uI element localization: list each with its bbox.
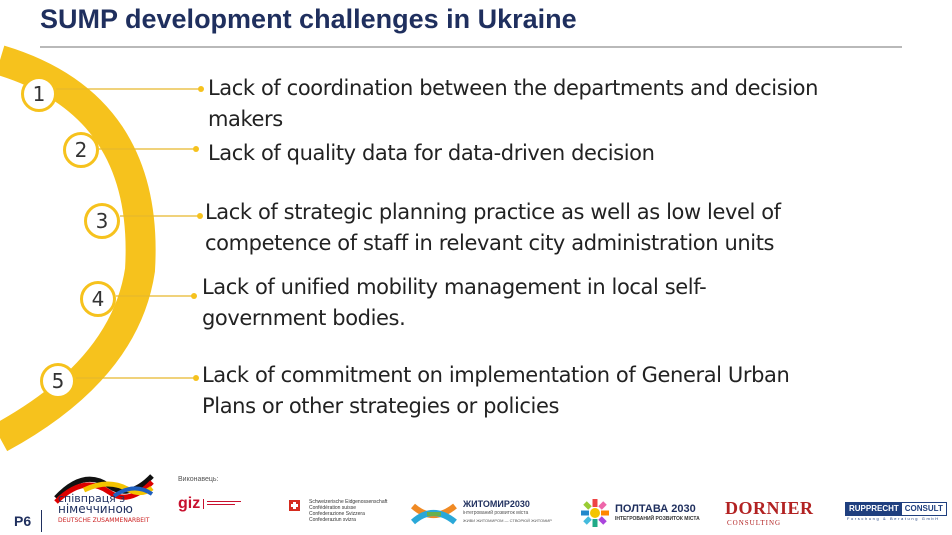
badge-1: 1 xyxy=(21,76,57,112)
zhytomyr-logo-icon xyxy=(409,502,459,526)
giz-logo: giz xyxy=(178,495,201,512)
swiss-line-1: Schweizerische Eidgenossenschaft xyxy=(309,499,388,505)
poltava-sub: ІНТЕГРОВАНИЙ РОЗВИТОК МІСТА xyxy=(615,516,700,522)
challenge-4-line2: government bodies. xyxy=(202,306,406,330)
zhytomyr-sub: інтегрований розвиток міста xyxy=(463,510,529,516)
challenge-item-3 xyxy=(205,197,781,259)
swiss-line-2: Confédération suisse xyxy=(309,505,356,511)
swiss-line-3: Confederazione Svizzera xyxy=(309,511,365,517)
dornier-logo: DORNIER xyxy=(725,498,814,518)
badge-5: 5 xyxy=(40,363,76,399)
challenge-4-line1: Lack of unified mobility management in local self- xyxy=(202,275,707,299)
badge-3: 3 xyxy=(84,203,120,239)
coop-line-2: німеччиною xyxy=(58,502,133,516)
challenge-item-5 xyxy=(202,360,789,422)
page-number-divider xyxy=(41,510,42,532)
challenge-3-line2: competence of staff in relevant city administration units xyxy=(205,231,775,255)
page-title: SUMP development challenges in Ukraine xyxy=(40,4,577,34)
poltava-logo-icon xyxy=(580,498,610,528)
challenge-item-2 xyxy=(208,138,654,169)
challenge-2-line1: Lack of quality data for data-driven decision xyxy=(208,141,655,165)
badge-2: 2 xyxy=(63,132,99,168)
challenge-item-1 xyxy=(208,73,818,135)
coop-text xyxy=(58,493,149,526)
rupprecht-b: CONSULT xyxy=(904,504,943,513)
zhytomyr-slogan: ЖИВИ ЖИТОМИРОМ — СТВОРЮЙ ЖИТОМИР xyxy=(463,518,552,523)
partner-logos-footer xyxy=(0,462,952,535)
swiss-line-4: Confederaziun svizra xyxy=(309,517,356,523)
challenge-5-line2: Plans or other strategies or policies xyxy=(202,394,560,418)
challenge-5-line1: Lack of commitment on implementation of General Urban xyxy=(202,363,790,387)
challenge-1-line1: Lack of coordination between the departments and decision xyxy=(208,76,819,100)
rupprecht-sub: Forschung & Beratung GmbH xyxy=(847,516,940,521)
rupprecht-logo xyxy=(845,502,947,516)
badge-4: 4 xyxy=(80,281,116,317)
giz-tagline xyxy=(203,499,246,509)
coop-line-1: співпраця з xyxy=(58,492,126,505)
page-number: P6 xyxy=(14,513,32,529)
dornier-sub: CONSULTING xyxy=(727,519,782,527)
swiss-text xyxy=(309,499,387,523)
coop-line-3: DEUTSCHE ZUSAMMENARBEIT xyxy=(58,517,150,524)
poltava-title: ПОЛТАВА 2030 xyxy=(615,503,696,515)
zhytomyr-title: ЖИТОМИР2030 xyxy=(463,499,530,509)
rupprecht-a: RUPPRECHT xyxy=(846,503,902,515)
challenge-3-line1: Lack of strategic planning practice as well as low level of xyxy=(205,200,781,224)
challenge-1-line2: makers xyxy=(208,107,283,131)
executor-label: Виконавець: xyxy=(178,476,219,483)
challenge-item-4 xyxy=(202,272,706,334)
swiss-cross-icon xyxy=(289,500,300,511)
